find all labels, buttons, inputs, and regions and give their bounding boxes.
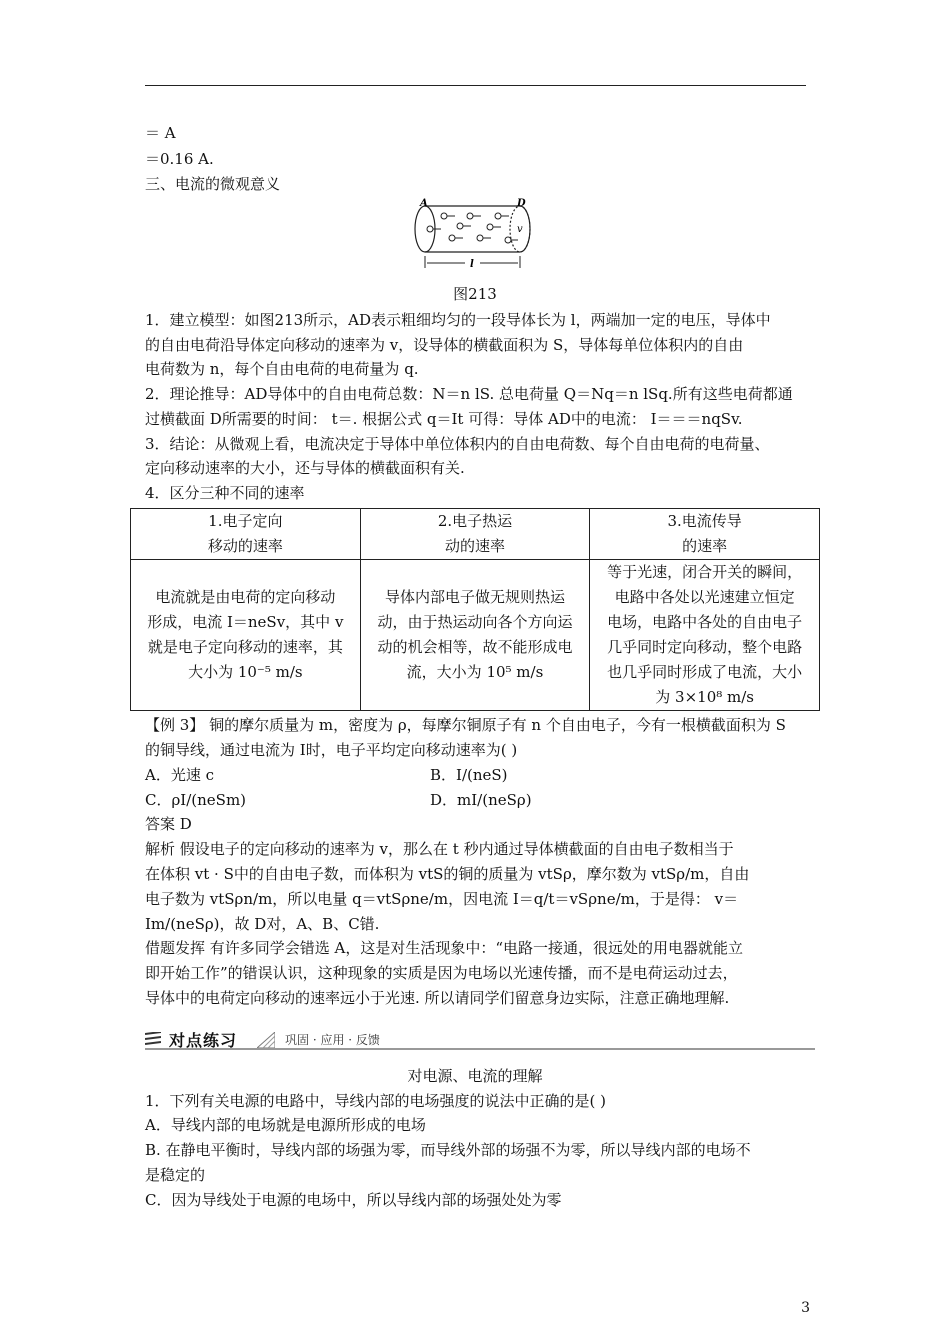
example-line: 的铜导线，通过电流为 I时，电子平均定向移动速率为( ) [145,741,518,759]
insight-line: 借题发挥 有许多同学会错选 A，这是对生活现象中：“电路一接通，很远处的用电器就能立 [145,939,744,957]
figure-caption: 图213 [453,285,497,303]
equation-line: ＝0.16 A. [145,150,214,168]
figure-label-d: D [517,198,526,209]
hatched-triangle-icon [257,1032,275,1048]
insight-line: 导体中的电荷定向移动的速率远小于光速. 所以请同学们留意身边实际，注意正确地理解. [145,989,730,1007]
table-header-cell: 2.电子热运 动的速率 [360,509,590,560]
table-cell: 等于光速，闭合开关的瞬间， 电路中各处以光速建立恒定 电场，电路中各处的自由电子 几乎同时定向移动，整个电路 也几乎同时形成了电流，大小 为 3×10⁸ m/s [590,560,820,711]
table-cell: 导体内部电子做无规则热运 动，由于热运动向各个方向运 动的机会相等，故不能形成电 流，大小为 10⁵ m/s [360,560,590,711]
figure-label-v: v [517,224,523,235]
table-header-cell: 1.电子定向 移动的速率 [131,509,361,560]
conductor-figure [410,196,535,271]
table-header-cell: 3.电流传导 的速率 [590,509,820,560]
figure-label-a: A [420,198,428,209]
banner-subtitle: 巩固 · 应用 · 反馈 [285,1033,380,1047]
banner-title: 对点练习 [169,1031,238,1050]
analysis-line: Im/(neSρ)，故 D对，A、B、C错. [145,915,380,933]
insight-line: 即开始工作”的错误认识，这种现象的实质是因为电场以光速传播，而不是电荷运动过去， [145,964,738,982]
answer-line: 答案 D [145,815,192,833]
paragraph-line: 2．理论推导：AD导体中的自由电荷总数：N＝n lS. 总电荷量 Q＝Nq＝n lSq.所有这些电荷都通 [145,385,793,403]
equation-line: ＝ A [145,124,176,142]
option-b: B．I/(neS) [430,766,508,784]
analysis-line: 电子数为 vtSρn/m，所以电量 q＝vtSρne/m，因电流 I＝q/t＝vSρne/m，于是得： v＝ [145,890,739,908]
table-cell: 电流就是由电荷的定向移动 形成，电流 I＝neSv，其中 v 就是电子定向移动的速率，其 大小为 10⁻⁵ m/s [131,560,361,711]
option-line: A．导线内部的电场就是电源所形成的电场 [145,1116,426,1134]
table-header-row [131,509,820,560]
practice-section-title: 对电源、电流的理解 [407,1067,543,1085]
paragraph-line: 的自由电荷沿导体定向移动的速率为 v，设导体的横截面积为 S，导体每单位体积内的自由 [145,336,744,354]
option-c: C．ρI/(neSm) [145,791,247,809]
header-rule [145,85,806,86]
paragraph-line: 1．建立模型：如图213所示，AD表示粗细均匀的一段导体长为 l，两端加一定的电压，导体中 [145,311,771,329]
analysis-line: 在体积 vt · S中的自由电子数，而体积为 vtS的铜的质量为 vtSρ，摩尔数为 vtSρ/m，自由 [145,865,750,883]
section-title: 三、电流的微观意义 [145,175,281,193]
stripes-icon [145,1032,161,1046]
paragraph-line: 定向移动速率的大小，还与导体的横截面积有关. [145,459,465,477]
analysis-line: 解析 假设电子的定向移动的速率为 v，那么在 t 秒内通过导体横截面的自由电子数相当于 [145,840,734,858]
option-line: 是稳定的 [145,1166,206,1184]
banner-rule [145,1048,815,1050]
option-line: B. 在静电平衡时，导线内部的场强为零，而导线外部的场强不为零，所以导线内部的电场不 [145,1141,751,1159]
paragraph-line: 3．结论：从微观上看，电流决定于导体中单位体积内的自由电荷数、每个自由电荷的电荷量、 [145,435,770,453]
table-row [131,560,820,711]
paragraph-line: 过横截面 D所需要的时间： t＝. 根据公式 q＝It 可得：导体 AD中的电流： I＝＝＝nqSv. [145,410,743,428]
practice-banner [145,1026,815,1054]
page-number: 3 [801,1300,810,1316]
speed-comparison-table [130,508,820,711]
paragraph-line: 4．区分三种不同的速率 [145,484,305,502]
option-line: C．因为导线处于电源的电场中，所以导线内部的场强处处为零 [145,1191,562,1209]
paragraph-line: 电荷数为 n，每个自由电荷的电荷量为 q. [145,360,419,378]
question-line: 1．下列有关电源的电路中，导线内部的电场强度的说法中正确的是( ) [145,1092,607,1110]
example-line: 【例 3】 铜的摩尔质量为 m，密度为 ρ，每摩尔铜原子有 n 个自由电子，今有一根横截面积为 S [145,716,786,734]
option-d: D．mI/(neSρ) [430,791,532,809]
figure-label-l: l [470,259,474,270]
option-a: A．光速 c [145,766,215,784]
